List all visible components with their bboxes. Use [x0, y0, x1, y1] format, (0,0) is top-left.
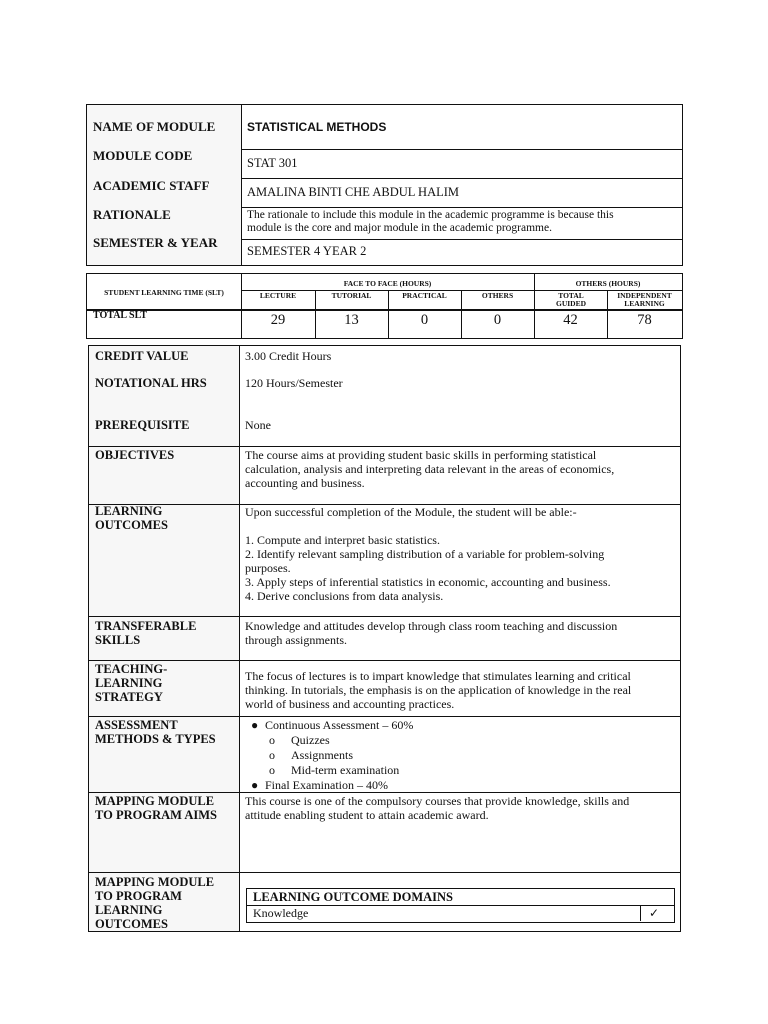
assessment-subitem: [245, 763, 670, 778]
label-line: TO PROGRAM AIMS: [95, 808, 217, 822]
slt-table: [86, 273, 683, 339]
label-line: METHODS & TYPES: [95, 732, 216, 746]
assessment-sub-label: Assignments: [291, 748, 354, 762]
label-line: LEARNING: [95, 676, 163, 690]
slt-col-practical: PRACTICAL: [402, 291, 447, 300]
assessment-subitem: [245, 733, 670, 748]
slt-value-practical: 0: [420, 312, 429, 328]
mapping-program-aims-text: [245, 794, 670, 822]
learning-outcome-item: 3. Apply steps of inferential statistics in economic, accounting and business.: [245, 575, 611, 589]
slt-col-lecture: LECTURE: [259, 291, 297, 300]
label-line: TRANSFERABLE: [95, 619, 197, 633]
label-line: TEACHING-: [95, 662, 168, 676]
label-semester-year: SEMESTER & YEAR: [93, 235, 218, 250]
credit-value: 3.00 Credit Hours: [245, 349, 332, 363]
label-name-of-module: NAME OF MODULE: [93, 119, 216, 134]
assessment-sub-label: Quizzes: [291, 733, 330, 747]
domains-header: LEARNING OUTCOME DOMAINS: [247, 889, 674, 906]
label-line: OUTCOMES: [95, 917, 168, 931]
module-code-value: STAT 301: [241, 149, 682, 179]
label-line: ASSESSMENT: [95, 718, 178, 732]
label-credit-value: CREDIT VALUE: [95, 349, 189, 363]
slt-value-lecture: 29: [270, 312, 286, 328]
module-details-table: [88, 345, 681, 932]
slt-col-total-guided: TOTAL GUIDED: [555, 291, 586, 309]
learning-outcome-item: 2. Identify relevant sampling distribution of a variable for problem-solving: [245, 547, 605, 561]
academic-staff-value: AMALINA BINTI CHE ABDUL HALIM: [241, 178, 682, 208]
slt-total-label: TOTAL SLT: [93, 310, 148, 321]
assessment-final: Final Examination – 40%: [265, 778, 388, 792]
learning-outcome-item: 4. Derive conclusions from data analysis.: [245, 589, 444, 603]
label-line: TO PROGRAM: [95, 889, 182, 903]
module-name-value: STATISTICAL METHODS: [241, 105, 682, 150]
label-line: STRATEGY: [95, 690, 163, 704]
strategy-line: The focus of lectures is to impart knowledge that stimulates learning and critical: [245, 669, 631, 683]
bullet-dot-icon: ●: [251, 778, 259, 792]
label-line: SKILLS: [95, 633, 141, 647]
label-mapping-program-aims: [95, 794, 217, 822]
label-prerequisite: PREREQUISITE: [95, 418, 190, 432]
bullet-dot-icon: ●: [251, 718, 259, 732]
objectives-line: calculation, analysis and interpreting data relevant in the areas of economics,: [245, 462, 615, 476]
assessment-subitem: [245, 748, 670, 763]
learning-outcomes-text: [245, 505, 670, 603]
label-line: LEARNING: [95, 903, 163, 917]
label-line: MAPPING MODULE: [95, 794, 215, 808]
slt-value-tutorial: 13: [344, 312, 359, 328]
label-module-code: MODULE CODE: [93, 148, 193, 163]
assessment-item: [245, 718, 670, 733]
mapping-aims-line: attitude enabling student to attain academic award.: [245, 808, 489, 822]
label-line: MAPPING MODULE: [95, 875, 215, 889]
slt-value-independent-learning: 78: [637, 312, 652, 328]
rationale-line-2: module is the core and major module in the academic programme.: [247, 222, 552, 234]
label-assessment-methods: [95, 718, 216, 746]
label-academic-staff: ACADEMIC STAFF: [93, 178, 210, 193]
strategy-line: thinking. In tutorials, the emphasis is on the application of knowledge in the real: [245, 683, 632, 697]
label-line: OUTCOMES: [95, 518, 168, 532]
objectives-line: accounting and business.: [245, 476, 365, 490]
slt-face-to-face-header: FACE TO FACE (HOURS): [343, 279, 432, 288]
learning-outcome-domains-table: [246, 888, 675, 923]
slt-col-others: OTHERS: [481, 291, 514, 300]
label-mapping-program-learning-outcomes: [95, 875, 214, 931]
semester-year-value: SEMESTER 4 YEAR 2: [247, 244, 367, 258]
transferable-skills-text: [245, 619, 670, 647]
objectives-line: The course aims at providing student basic skills in performing statistical: [245, 448, 597, 462]
label-line: LEARNING: [95, 504, 163, 518]
label-rationale: RATIONALE: [93, 207, 171, 222]
assessment-continuous: Continuous Assessment – 60%: [265, 718, 414, 732]
notational-hrs-value: 120 Hours/Semester: [245, 376, 343, 390]
mapping-aims-line: This course is one of the compulsory courses that provide knowledge, skills and: [245, 794, 630, 808]
teaching-learning-strategy-text: [245, 669, 670, 711]
learning-outcomes-intro: Upon successful completion of the Module, the student will be able:-: [245, 505, 577, 519]
rationale-line-1: The rationale to include this module in the academic programme is because this: [247, 209, 614, 221]
module-info-label-column: [87, 105, 242, 265]
label-transferable-skills: [95, 619, 196, 647]
slt-col-tutorial: TUTORIAL: [331, 291, 372, 300]
assessment-list: [245, 718, 670, 793]
slt-value-others: 0: [493, 312, 502, 328]
slt-row-label: STUDENT LEARNING TIME (SLT): [104, 288, 224, 297]
learning-outcome-item: purposes.: [245, 561, 291, 575]
transferable-skills-line: Knowledge and attitudes develop through class room teaching and discussion: [245, 619, 618, 633]
learning-outcome-item: 1. Compute and interpret basic statistics.: [245, 533, 440, 547]
objectives-text: [245, 448, 670, 490]
slt-col-independent-learning: INDEPENDENT LEARNING: [617, 291, 672, 309]
assessment-item: [245, 778, 670, 793]
label-teaching-learning-strategy: [95, 662, 167, 704]
rationale-value: [241, 207, 682, 240]
label-objectives: OBJECTIVES: [95, 448, 175, 462]
slt-value-total-guided: 42: [563, 312, 578, 328]
bullet-circle-icon: o: [269, 748, 275, 762]
check-icon: ✓: [648, 906, 660, 920]
prerequisite-value: None: [245, 418, 271, 432]
module-info-table: [86, 104, 683, 266]
bullet-circle-icon: o: [269, 733, 275, 747]
strategy-line: world of business and accounting practices.: [245, 697, 455, 711]
domain-row-knowledge: Knowledge: [247, 906, 641, 921]
label-notational-hrs: NOTATIONAL HRS: [95, 376, 207, 390]
transferable-skills-line: through assignments.: [245, 633, 347, 647]
assessment-sub-label: Mid-term examination: [291, 763, 400, 777]
slt-others-header: OTHERS (HOURS): [575, 279, 641, 288]
bullet-circle-icon: o: [269, 763, 275, 777]
label-learning-outcomes: [95, 504, 168, 532]
